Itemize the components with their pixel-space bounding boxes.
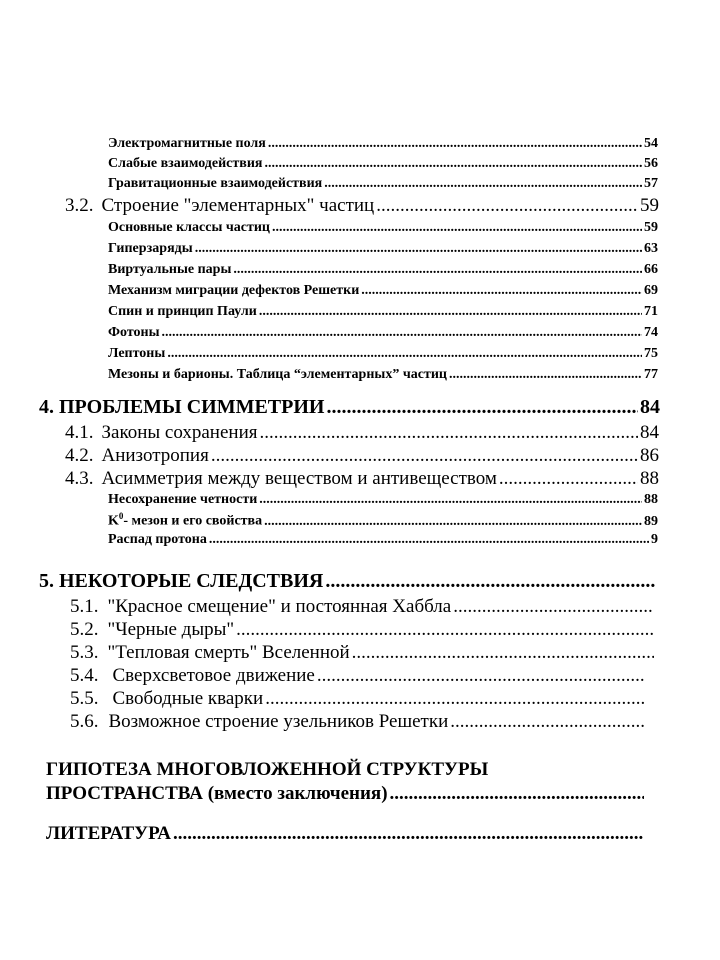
toc-entry-title: Электромагнитные поля: [108, 136, 266, 151]
toc-entry-page: 69: [644, 283, 658, 298]
toc-section: [65, 446, 659, 465]
toc-entry-page: 59: [644, 220, 658, 235]
section-page: 86: [640, 445, 659, 466]
toc-hypothesis-line1: [46, 760, 646, 779]
section-title: Анизотропия: [101, 445, 209, 466]
toc-entry-page: 88: [644, 492, 658, 507]
toc-entry-title: Механизм миграции дефектов Решетки: [108, 283, 360, 298]
toc-entry-title: Виртуальные пары: [108, 262, 232, 277]
toc-entry-page: 74: [644, 325, 658, 340]
hypothesis-title: ГИПОТЕЗА МНОГОВЛОЖЕННОЙ СТРУКТУРЫ: [46, 759, 489, 780]
toc-section: [70, 620, 656, 639]
toc-entry: [108, 533, 658, 547]
toc-entry-title: Мезоны и барионы. Таблица “элементарных” частиц: [108, 367, 447, 382]
section-page: 88: [640, 468, 659, 489]
toc-section: [70, 666, 646, 685]
toc-entry-title: Распад протона: [108, 532, 207, 547]
toc-entry-title: Гиперзаряды: [108, 241, 193, 256]
hypothesis-title-cont: ПРОСТРАНСТВА (вместо заключения): [46, 783, 388, 804]
toc-entry-page: 57: [644, 176, 658, 191]
toc-entry-title: Основные классы частиц: [108, 220, 270, 235]
literature-title: ЛИТЕРАТУРА: [46, 823, 172, 844]
toc-literature: [46, 824, 646, 843]
toc-section: [70, 689, 646, 708]
section-number: 5.5.: [70, 688, 99, 709]
section-number: 5.2.: [70, 619, 99, 640]
toc-chapter-4: [39, 397, 660, 417]
toc-entry-title: Несохранение четности: [108, 492, 258, 507]
section-page: 59: [640, 195, 659, 216]
toc-entry-page: 77: [644, 367, 658, 382]
section-number: 5.3.: [70, 642, 99, 663]
toc-entry-page: 71: [644, 304, 658, 319]
toc-entry: [108, 221, 658, 235]
toc-entry-title: Спин и принцип Паули: [108, 304, 257, 319]
toc-entry-title: Слабые взаимодействия: [108, 156, 263, 171]
section-number: 5.1.: [70, 596, 99, 617]
toc-entry: [108, 177, 658, 191]
section-title: Свободные кварки: [112, 688, 264, 709]
section-title: "Тепловая смерть" Вселенной: [107, 642, 350, 663]
section-number: 4.2.: [65, 445, 94, 466]
toc-entry: [108, 347, 658, 361]
section-number: 3.2.: [65, 195, 94, 216]
toc-entry: [108, 305, 658, 319]
section-title: Законы сохранения: [101, 422, 258, 443]
toc-entry-page: 56: [644, 156, 658, 171]
toc-entry-page: 75: [644, 346, 658, 361]
toc-entry-page: 9: [651, 532, 658, 547]
toc-entry: [108, 157, 658, 171]
section-title: "Красное смещение" и постоянная Хаббла: [107, 596, 452, 617]
chapter-title: 5. НЕКОТОРЫЕ СЛЕДСТВИЯ: [39, 570, 324, 592]
section-number: 4.1.: [65, 422, 94, 443]
toc-entry-page: 66: [644, 262, 658, 277]
toc-entry: [108, 493, 658, 507]
toc-section: [70, 643, 656, 662]
section-title: Возможное строение узельников Решетки: [108, 711, 449, 732]
section-number: 4.3.: [65, 468, 94, 489]
toc-entry-title: $K^0-$ мезон и его свойства: [108, 511, 263, 529]
toc-section-3-2: [65, 196, 659, 215]
toc-entry: [108, 284, 658, 298]
toc-entry: [108, 326, 658, 340]
toc-entry-title: Фотоны: [108, 325, 160, 340]
section-number: 5.6.: [70, 711, 99, 732]
toc-entry: [108, 512, 658, 529]
chapter-page: 84: [640, 396, 660, 418]
toc-section: [65, 423, 659, 442]
toc-section: [70, 597, 656, 616]
section-title: "Черные дыры": [107, 619, 235, 640]
toc-section: [70, 712, 646, 731]
section-title: Строение "элементарных" частиц: [101, 195, 375, 216]
toc-entry: [108, 137, 658, 151]
section-page: 84: [640, 422, 659, 443]
toc-entry-title: Лептоны: [108, 346, 166, 361]
section-number: 5.4.: [70, 665, 99, 686]
toc-entry-page: 63: [644, 241, 658, 256]
toc-hypothesis-line2: [46, 784, 646, 803]
section-title: Асимметрия между веществом и антивеществом: [101, 468, 497, 489]
toc-entry-page: 54: [644, 136, 658, 151]
toc-chapter-5: [39, 571, 657, 591]
toc-entry-page: 89: [644, 513, 658, 529]
section-title: Сверхсветовое движение: [112, 665, 315, 686]
toc-section: [65, 469, 659, 488]
toc-entry: [108, 242, 658, 256]
toc-entry: [108, 263, 658, 277]
toc-entry: [108, 368, 658, 382]
toc-entry-title: Гравитационные взаимодействия: [108, 176, 323, 191]
chapter-title: 4. ПРОБЛЕМЫ СИММЕТРИИ: [39, 396, 325, 418]
